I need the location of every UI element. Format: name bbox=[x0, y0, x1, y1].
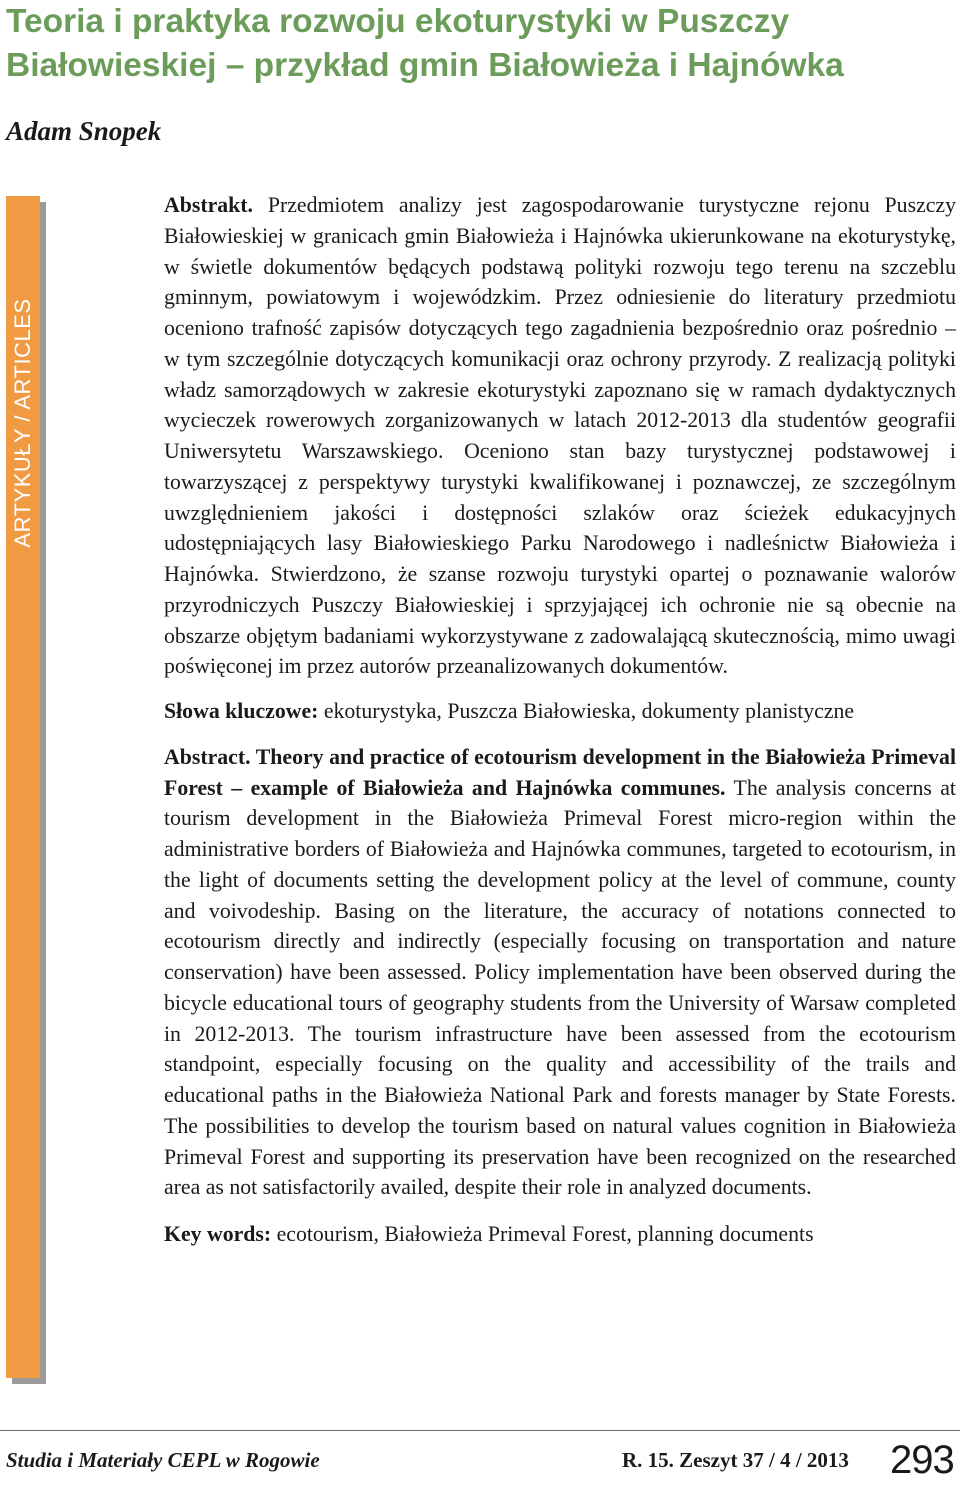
abstract-en-label: Abstract. Theory and practice of ecotourism development in the Białowieża Primeval Forest – example of Białowieża and Hajnówka communes. bbox=[164, 744, 956, 800]
keywords-pl-text: ekoturystyka, Puszcza Białowieska, dokumenty planistyczne bbox=[318, 699, 855, 723]
abstract-en-text: The analysis concerns at tourism development in the Białowieża Primeval Forest micro-region within the administrative borders of Białowieża and Hajnówka communes, targeted to ecotourism, in the light of documents setting the development policy at the level of commune, county and voivodeship. Basing on the literature, the accuracy of notations connected to ecotourism directly and indirectly (especially focusing on transportation and nature conservation) have been assessed. Policy implementation have been observed during the bicycle educational tours of geography students from the University of Warsaw completed in 2012-2013. The tourism infrastructure have been assessed from the ecotourism standpoint, especially focusing on the quality and accessibility of the trails and educational paths in the Białowieża National Park and forests manager by State Forests. The possibilities to develop the tourism based on natural values cognition in Białowieża Primeval Forest and supporting its preservation have been recognized on the researched area as not satisfactorily availed, despite their role in analyzed documents. bbox=[164, 775, 956, 1200]
keywords-en-label: Key words: bbox=[164, 1222, 272, 1246]
section-label: ARTYKUŁY / ARTICLES bbox=[10, 298, 35, 548]
footer-divider bbox=[0, 1430, 960, 1431]
keywords-en bbox=[164, 1219, 956, 1250]
abstract-body bbox=[164, 190, 956, 1250]
keywords-en-text: ecotourism, Białowieża Primeval Forest, planning documents bbox=[271, 1222, 814, 1246]
abstract-pl bbox=[164, 190, 956, 682]
journal-name: Studia i Materiały CEPL w Rogowie bbox=[6, 1448, 320, 1472]
issue-info: R. 15. Zeszyt 37 / 4 / 2013 bbox=[622, 1448, 849, 1472]
article-title: Teoria i praktyka rozwoju ekoturystyki w Puszczy Białowieskiej – przykład gmin Białowieża i Hajnówka bbox=[6, 3, 844, 84]
page-number: 293 bbox=[890, 1438, 954, 1482]
abstract-pl-label: Abstrakt. bbox=[164, 193, 254, 217]
author-name: Adam Snopek bbox=[6, 116, 162, 146]
keywords-pl-label: Słowa kluczowe: bbox=[164, 699, 319, 723]
abstract-pl-text: Przedmiotem analizy jest zagospodarowanie turystyczne rejonu Puszczy Białowieskiej w granicach gmin Białowieża i Hajnówka ukierunkowane na ekoturystykę, w świetle dokumentów będących podstawą polityki rozwoju tego terenu na szczeblu gminnym, powiatowym i wojewódzkim. Przez odniesienie do literatury przedmiotu oceniono trafność zapisów dotyczących tego zagadnienia bezpośrednio oraz pośrednio – w tym szczególnie dotyczących komunikacji oraz ochrony przyrody. Z realizacją polityki władz samorządowych w zakresie ekoturystyki zapoznano się w ramach dydaktycznych wycieczek rowerowych zorganizowanych w latach 2012-2013 dla studentów geografii Uniwersytetu Warszawskiego. Oceniono stan bazy turystycznej podstawowej i towarzyszącej z perspektywy turystyki kwalifikowanej i poznawczej, ze szczególnym uwzględnieniem jakości i dostępności szlaków oraz ścieżek edukacyjnych udostępniających lasy Białowieskiego Parku Narodowego i nadleśnictw Białowieża i Hajnówka. Stwierdzono, że szanse rozwoju turystyki opartej o poznawanie walorów przyrodniczych Puszczy Białowieskiej i sprzyjającej ich ochronie nie są obecnie na obszarze objętym badaniami wykorzystywane z zadowalającą skutecznością, mimo uwagi poświęconej im przez autorów przeanalizowanych dokumentów. bbox=[164, 193, 956, 679]
keywords-pl bbox=[164, 696, 956, 727]
abstract-en bbox=[164, 742, 956, 1203]
